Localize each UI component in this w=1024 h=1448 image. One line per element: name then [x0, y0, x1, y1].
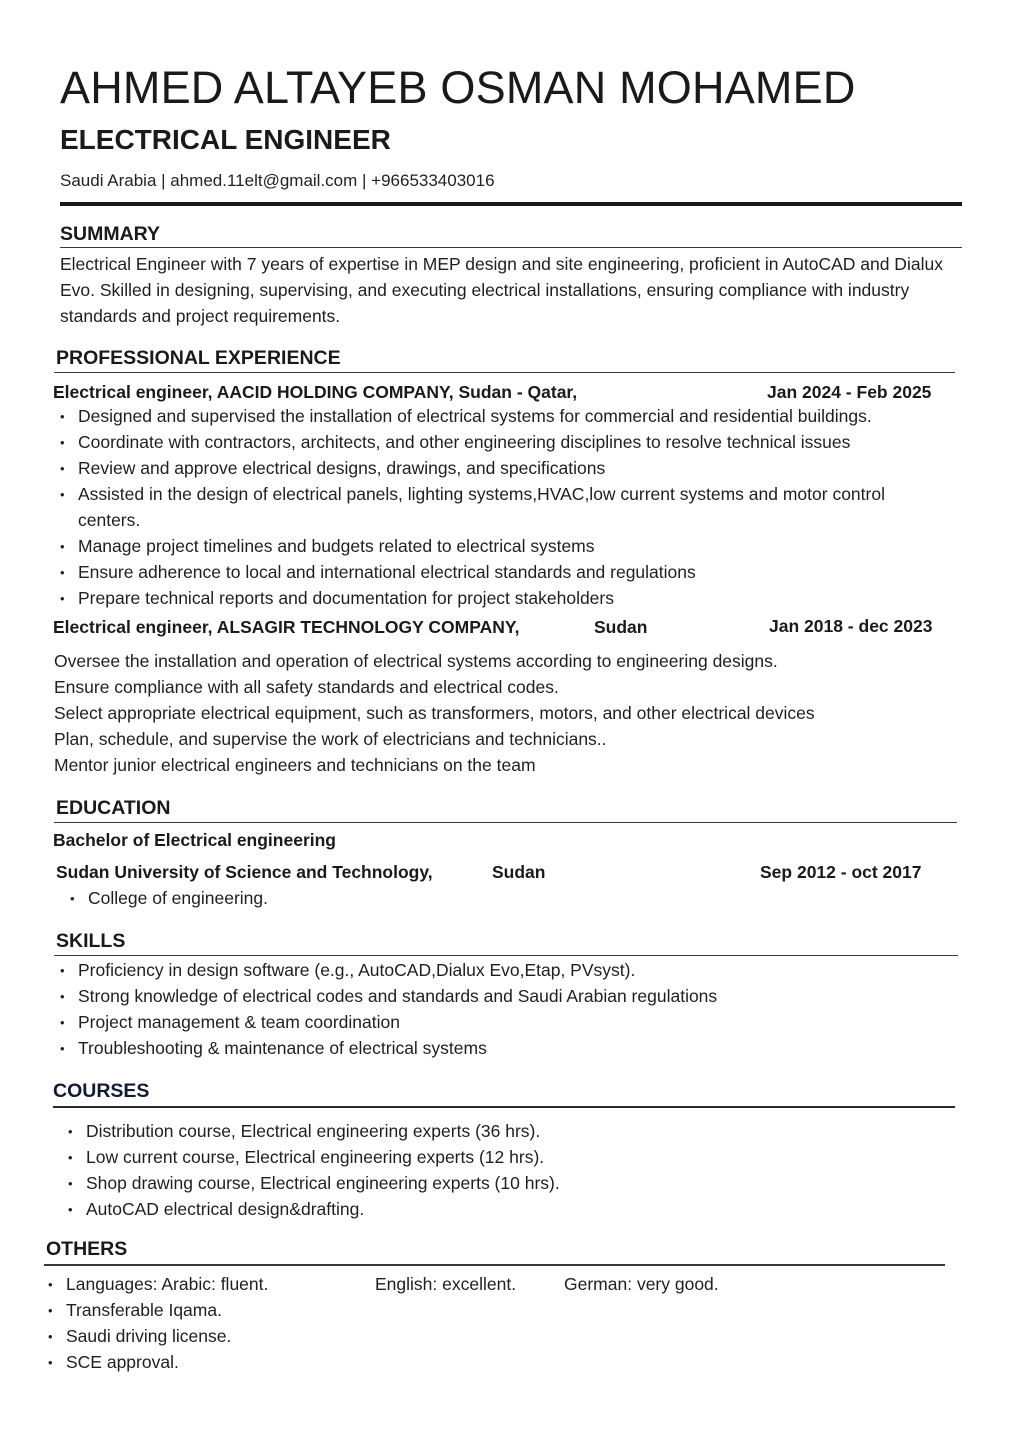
school-name: Sudan University of Science and Technology, — [56, 862, 433, 882]
list-item: • Coordinate with contractors, architects, and other engineering disciplines to resolve technical issues — [78, 429, 958, 455]
summary-divider — [60, 247, 962, 248]
experience-divider — [54, 372, 955, 373]
list-item: • Distribution course, Electrical engineering experts (36 hrs). — [86, 1118, 560, 1144]
courses-bullets — [68, 1118, 560, 1222]
duty-line: Oversee the installation and operation of electrical systems according to engineering designs. — [54, 651, 778, 671]
skills-heading: SKILLS — [56, 930, 126, 952]
bullet-icon: • — [48, 1329, 53, 1344]
job-2-dates: Jan 2018 - dec 2023 — [769, 616, 933, 636]
bullet-icon: • — [60, 591, 65, 606]
bullet-icon: • — [60, 409, 65, 424]
others-heading: OTHERS — [46, 1238, 128, 1260]
bullet-icon: • — [60, 487, 65, 502]
bullet-icon: • — [60, 1041, 65, 1056]
job-2-duties — [54, 648, 815, 778]
list-item — [48, 1271, 269, 1297]
bullet-icon: • — [68, 1176, 73, 1191]
bullet-icon: • — [60, 461, 65, 476]
candidate-name: AHMED ALTAYEB OSMAN MOHAMED — [60, 62, 856, 113]
duty-line: Select appropriate electrical equipment, such as transformers, motors, and other electrical devices — [54, 703, 815, 723]
contact-info: Saudi Arabia | ahmed.11elt@gmail.com | +966533403016 — [60, 171, 495, 190]
bullet-icon: • — [68, 1202, 73, 1217]
others-bullets — [48, 1271, 269, 1375]
list-item: • Project management & team coordination — [78, 1009, 717, 1035]
courses-heading: COURSES — [53, 1080, 150, 1102]
list-item: • Review and approve electrical designs, drawings, and specifications — [78, 455, 958, 481]
languages-label: Languages: Arabic: fluent. — [66, 1274, 269, 1294]
education-heading: EDUCATION — [56, 797, 171, 819]
bullet-icon: • — [48, 1277, 53, 1292]
job-title: ELECTRICAL ENGINEER — [60, 124, 391, 155]
bullet-icon: • — [60, 989, 65, 1004]
list-item: • Prepare technical reports and documentation for project stakeholders — [78, 585, 958, 611]
job-1-dates: Jan 2024 - Feb 2025 — [767, 382, 932, 402]
duty-line: Ensure compliance with all safety standards and electrical codes. — [54, 677, 559, 697]
list-item: • Shop drawing course, Electrical engineering experts (10 hrs). — [86, 1170, 560, 1196]
job-1-title: Electrical engineer, AACID HOLDING COMPANY, Sudan - Qatar, — [53, 382, 578, 402]
job-1-bullets — [60, 403, 958, 611]
list-item: • Manage project timelines and budgets related to electrical systems — [78, 533, 958, 559]
courses-divider — [53, 1106, 955, 1108]
list-item: • Designed and supervised the installation of electrical systems for commercial and residential buildings. — [78, 403, 958, 429]
bullet-icon: • — [60, 1015, 65, 1030]
list-item: • Strong knowledge of electrical codes and standards and Saudi Arabian regulations — [78, 983, 717, 1009]
experience-heading: PROFESSIONAL EXPERIENCE — [56, 347, 341, 369]
education-dates: Sep 2012 - oct 2017 — [760, 862, 922, 882]
list-item: • Low current course, Electrical engineering experts (12 hrs). — [86, 1144, 560, 1170]
bullet-icon: • — [68, 1124, 73, 1139]
degree-title: Bachelor of Electrical engineering — [53, 830, 336, 850]
education-divider — [54, 822, 957, 823]
summary-heading: SUMMARY — [60, 223, 161, 245]
list-item: • Ensure adherence to local and international electrical standards and regulations — [78, 559, 958, 585]
bullet-icon: • — [60, 565, 65, 580]
duty-line: Plan, schedule, and supervise the work of electricians and technicians.. — [54, 729, 607, 749]
list-item: • College of engineering. — [88, 885, 268, 911]
duty-line: Mentor junior electrical engineers and technicians on the team — [54, 755, 536, 775]
language-german: German: very good. — [564, 1274, 719, 1294]
bullet-icon: • — [70, 891, 75, 906]
skills-bullets — [60, 957, 718, 1061]
list-item: • SCE approval. — [66, 1349, 268, 1375]
list-item: • Saudi driving license. — [66, 1323, 268, 1349]
job-2-location: Sudan — [594, 617, 648, 637]
list-item: • Assisted in the design of electrical panels, lighting systems,HVAC,low current systems and motor control centers. — [78, 481, 898, 533]
list-item: • AutoCAD electrical design&drafting. — [86, 1196, 560, 1222]
summary-text: Electrical Engineer with 7 years of expertise in MEP design and site engineering, proficient in AutoCAD and Dialux Evo. Skilled in designing, supervising, and executing electrical installations, ensuring compliance with industry standards and project requirements. — [60, 254, 943, 326]
bullet-icon: • — [68, 1150, 73, 1165]
bullet-icon: • — [60, 435, 65, 450]
list-item: • Proficiency in design software (e.g., AutoCAD,Dialux Evo,Etap, PVsyst). — [78, 957, 717, 983]
education-bullets — [70, 885, 268, 911]
bullet-icon: • — [48, 1355, 53, 1370]
bullet-icon: • — [60, 539, 65, 554]
skills-divider — [54, 955, 958, 956]
others-divider — [44, 1264, 945, 1266]
list-item: • Troubleshooting & maintenance of electrical systems — [78, 1035, 717, 1061]
bullet-icon: • — [60, 963, 65, 978]
header-divider — [60, 202, 962, 206]
bullet-icon: • — [48, 1303, 53, 1318]
school-location: Sudan — [492, 862, 546, 882]
list-item: • Transferable Iqama. — [66, 1297, 268, 1323]
language-english: English: excellent. — [375, 1274, 517, 1294]
job-2-title: Electrical engineer, ALSAGIR TECHNOLOGY COMPANY, — [53, 617, 520, 637]
